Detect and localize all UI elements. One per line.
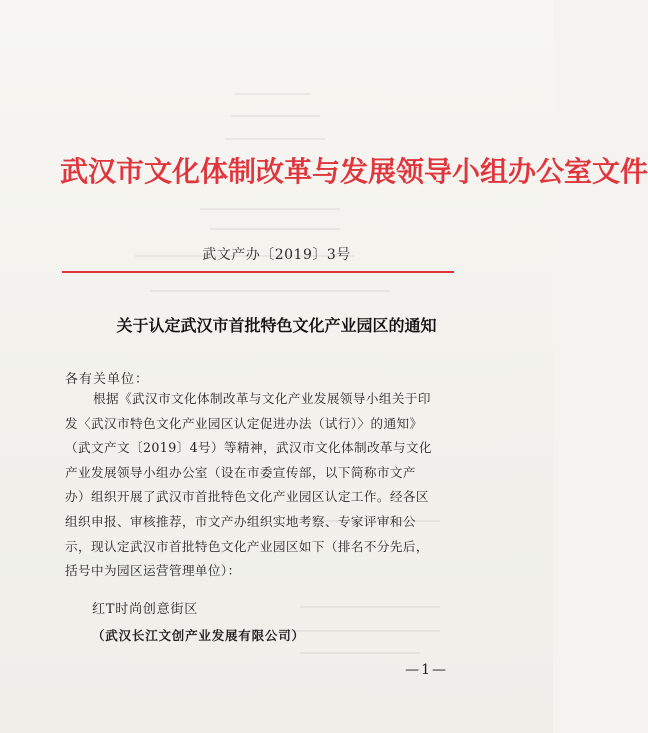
bleed-through-mark [235,93,310,95]
document-number: 武文产办〔2019〕3号 [202,247,351,263]
body-line: 括号中为园区运营管理单位）： [65,563,241,579]
page-number: —1— [405,662,448,678]
document-header-title: 武汉市文化体制改革与发展领导小组办公室文件 [60,155,648,188]
bleed-through-mark [225,138,325,140]
notice-body [65,387,465,584]
bleed-through-mark [230,115,320,117]
body-line: 根据《武汉市文化体制改革与文化产业发展领导小组关于印 [93,391,431,406]
salutation: 各有关单位： [65,372,150,387]
body-line: 产业发展领导小组办公室（设在市委宣传部，以下简称市文产 [65,464,416,480]
bleed-through-mark [210,228,340,230]
body-line: （武文产文〔2019〕4号）等精神，武汉市文化体制改革与文化 [65,440,432,456]
body-line: 组织申报、审核推荐，市文产办组织实地考察、专家评审和公 [65,513,416,529]
bleed-through-mark [150,290,390,292]
bleed-through-mark [290,630,440,632]
body-line: 发〈武汉市特色文化产业园区认定促进办法（试行）〉的通知》 [65,415,423,431]
body-line: 示，现认定武汉市首批特色文化产业园区如下（排名不分先后， [65,538,429,554]
body-line: 办）组织开展了武汉市首批特色文化产业园区认定工作。经各区 [65,489,429,505]
red-divider-line [62,271,454,273]
bleed-through-mark [300,606,440,608]
notice-title: 关于认定武汉市首批特色文化产业园区的通知 [116,316,437,335]
bleed-through-mark [300,652,420,654]
bleed-through-mark [200,208,340,210]
park-operator: （武汉长江文创产业发展有限公司） [92,628,305,643]
park-name: 红T时尚创意街区 [92,602,199,617]
